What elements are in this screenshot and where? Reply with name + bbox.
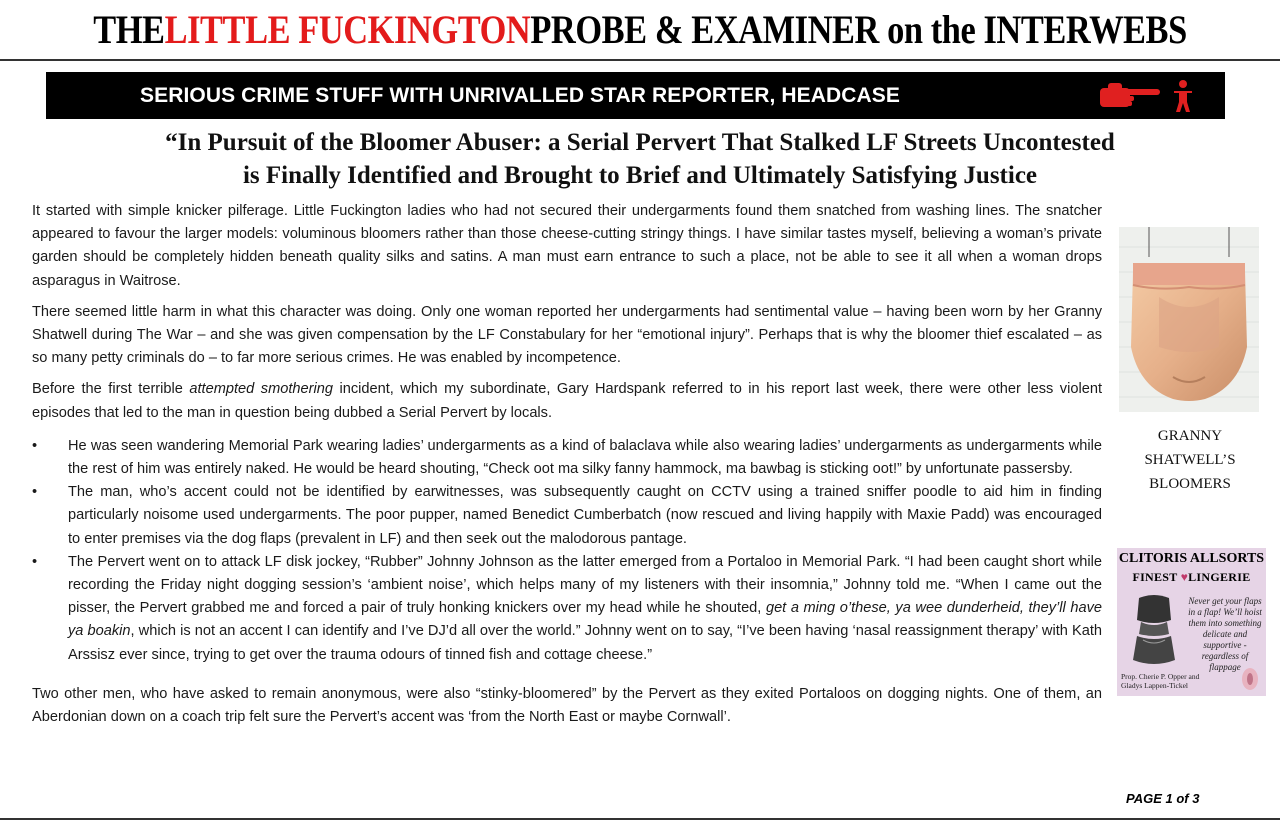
list-item-text: The man, who’s accent could not be identified by earwitnesses, was subsequently caught on CCTV using a trained sniffer poodle to aid him in finding particularly noisome used undergarments. The poor pupper, named Benedict Cumberbatch (now rescued and living happily with Maxie Padd) was encouraged to enter premises via the dog flaps (prevalent in LF) and then seek out the malodorous pantage. bbox=[68, 484, 1102, 547]
photo-caption-line-1: GRANNY bbox=[1157, 428, 1223, 444]
heart-icon: ♥ bbox=[1180, 570, 1189, 584]
photo-caption-line-3: BLOOMERS bbox=[1149, 476, 1231, 492]
photo-caption bbox=[1122, 424, 1258, 496]
flower-icon bbox=[1237, 666, 1263, 692]
page-number: PAGE 1 of 3 bbox=[1126, 791, 1200, 806]
paragraph-3 bbox=[32, 378, 1102, 424]
list-item bbox=[32, 435, 1102, 481]
masthead-divider bbox=[0, 59, 1280, 61]
paragraph-4: Two other men, who have asked to remain anonymous, were also “stinky-bloomered” by the Pervert as they exited Portaloos on dogging nights. One of them, an Aberdonian down on a coach trip felt sure the Pervert’s accent was ‘from the North East or maybe Cornwall’. bbox=[32, 685, 1102, 726]
advert-subtitle-1: FINEST bbox=[1132, 570, 1178, 584]
advert-subtitle-2: LINGERIE bbox=[1188, 570, 1251, 584]
masthead-part-1: THE bbox=[93, 6, 165, 52]
bullet-icon: • bbox=[32, 484, 38, 501]
list-item bbox=[32, 551, 1102, 667]
headline-line-2: is Finally Identified and Brought to Brief and Ultimately Satisfying Justice bbox=[242, 162, 1038, 189]
lingerie-advert bbox=[1117, 548, 1266, 696]
headline-line-1: “In Pursuit of the Bloomer Abuser: a Serial Pervert That Stalked LF Streets Uncontested bbox=[165, 129, 1115, 156]
article-headline bbox=[120, 126, 1160, 192]
pointing-hand-icon bbox=[1094, 79, 1204, 113]
paragraph-3-text-end: incident, which my subordinate, Gary Hardspank referred to in his report last week, there were other less violent episodes that led to the man in question being dubbed a Serial Pervert by locals. bbox=[32, 381, 1102, 421]
advert-subtitle bbox=[1117, 570, 1266, 585]
article-body bbox=[32, 200, 1102, 737]
masthead-title bbox=[90, 0, 1191, 58]
bloomers-photo bbox=[1119, 227, 1259, 412]
advert-title: CLITORIS ALLSORTS bbox=[1118, 551, 1265, 566]
list-item-text-end: , which is not an accent I can identify and I’ve DJ’d all over the world.” Johnny went on to say, “I’ve been having ‘nasal reassignment therapy’ with Kath Arssisz ever since, trying to get over the trauma odours of tinned fish and cottage cheese.” bbox=[68, 623, 1102, 663]
footer-divider bbox=[0, 818, 1280, 820]
list-item-text: He was seen wandering Memorial Park wearing ladies’ undergarments as a kind of balaclava while also wearing ladies’ undergarments as undergarments while the rest of him was entirely naked. He would be heard shouting, “Check oot ma silky fanny hammock, ma bawbag is sticking oot!” by unfortunate passersby. bbox=[68, 437, 1102, 478]
incident-list bbox=[32, 435, 1102, 667]
advert-prop-line-2: Gladys Lappen-Tickel bbox=[1121, 681, 1189, 690]
masthead-town-name: LITTLE FUCKINGTON bbox=[164, 6, 531, 52]
paragraph-1: It started with simple knicker pilferage. Little Fuckington ladies who had not secured their undergarments found them snatched from washing lines. The snatcher appeared to favour the larger models: voluminous bloomers rather than those cheese-cutting stringy things. I have similar tastes myself, believing a woman’s private garden should be completely hidden beneath quality silks and satins. A man must earn entrance to such a place, not be able to see it all when a woman drops asparagus in Waitrose. bbox=[32, 203, 1102, 289]
paragraph-3-text: Before the first terrible bbox=[32, 381, 190, 398]
bullet-icon: • bbox=[32, 437, 38, 454]
bullet-icon: • bbox=[32, 553, 38, 570]
advert-slogan: Never get your flaps in a flap! We’ll hoist them into something delicate and supportive - regardless of flappage bbox=[1188, 596, 1262, 672]
bloomers-image bbox=[1119, 227, 1259, 412]
person-icon bbox=[1174, 80, 1192, 112]
list-item-text: The Pervert went on to attack LF disk jockey, “Rubber” Johnny Johnson as the latter emerged from a Portaloo in Memorial Park. “I had been caught short while recording the Friday night dogging session’s ‘ambient noise’, which helps many of my listeners with their insomnia,” Johnny told me. “When I came out the pisser, the Pervert grabbed me and forced a pair of truly honking knickers over my head while he shouted, bbox=[68, 553, 1102, 617]
paragraph-2: There seemed little harm in what this character was doing. Only one woman reported her undergarments had sentimental value – having been worn by her Granny Shatwell during The War – and she was given compensation by the LF Constabulary for her “emotional injury”. Perhaps that is why the bloomer thief escalated – as so many petty criminals do – to far more serious crimes. He was enabled by incompetence. bbox=[32, 303, 1102, 367]
list-item bbox=[32, 481, 1102, 551]
section-banner-text: SERIOUS CRIME STUFF WITH UNRIVALLED STAR REPORTER, HEADCASE bbox=[140, 83, 900, 107]
masthead-part-3: PROBE & EXAMINER on the INTERWEBS bbox=[530, 6, 1187, 52]
section-banner bbox=[46, 72, 1225, 119]
paragraph-3-emphasis: attempted smothering bbox=[189, 381, 333, 398]
photo-caption-line-2: SHATWELL’S bbox=[1144, 452, 1236, 468]
advert-prop-line-1: Prop. Cherie P. Opper and bbox=[1121, 672, 1200, 681]
advert-proprietors bbox=[1121, 672, 1221, 690]
list-item-emphasis: get a ming o’these, ya wee dunderheid, they’ll have ya boakin bbox=[68, 600, 1102, 640]
lingerie-figure-icon bbox=[1121, 590, 1187, 670]
